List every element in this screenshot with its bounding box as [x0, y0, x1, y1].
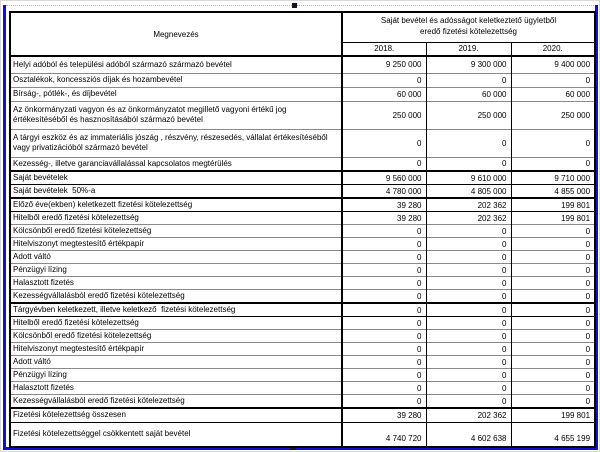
- row-value: 4 855 000: [511, 185, 595, 199]
- row-label: Hitelből eredő fizetési kötelezettség: [13, 213, 139, 222]
- row-value: 60 000: [426, 87, 511, 101]
- table-row: [10, 303, 595, 317]
- row-value: 0: [426, 238, 511, 251]
- row-value: 9 400 000: [511, 56, 595, 73]
- table-row: [10, 225, 595, 238]
- year-header-2018: 2018.: [342, 42, 426, 56]
- row-value: 0: [426, 264, 511, 277]
- row-label: Kölcsönből eredő fizetési kötelezettség: [13, 226, 152, 235]
- row-value: 0: [426, 369, 511, 382]
- table-row: [10, 408, 595, 422]
- row-value: 0: [342, 225, 426, 238]
- row-value: 4 740 720: [342, 422, 426, 447]
- row-value: 0: [342, 395, 426, 409]
- row-value: 0: [426, 157, 511, 171]
- row-value: 250 000: [342, 101, 426, 129]
- row-value: 0: [511, 157, 595, 171]
- row-value: 0: [511, 73, 595, 87]
- row-label: Bírság-, pótlék-, és díjbevétel: [13, 89, 117, 98]
- row-value: 0: [511, 238, 595, 251]
- header-row-group: [10, 12, 595, 42]
- row-value: 0: [426, 73, 511, 87]
- row-value: 0: [511, 225, 595, 238]
- row-label: Osztalékok, koncessziós díjak és hozambevétel: [13, 75, 183, 84]
- row-value: 0: [342, 382, 426, 395]
- col-header-group: Saját bevétel és adósságot keletkeztető ügyletből eredő fizetési kötelezettség: [342, 12, 595, 42]
- year-header-2020: 2020.: [511, 42, 595, 56]
- row-value: 250 000: [426, 101, 511, 129]
- row-value: 39 280: [342, 198, 426, 212]
- year-header-2019: 2019.: [426, 42, 511, 56]
- row-value: 199 801: [511, 408, 595, 422]
- row-value: 9 710 000: [511, 171, 595, 185]
- row-label: Halasztott fizetés: [13, 278, 74, 287]
- row-value: 199 801: [511, 212, 595, 225]
- row-value: 202 362: [426, 212, 511, 225]
- table-row: [10, 330, 595, 343]
- table-row: [10, 101, 595, 129]
- row-label: Saját bevételek: [13, 173, 68, 182]
- row-label: Pénzügyi lízing: [13, 265, 67, 274]
- row-value: 0: [342, 277, 426, 290]
- row-value: 0: [511, 343, 595, 356]
- row-label: Kezességvállalásból eredő fizetési kötelezettség: [13, 291, 185, 300]
- row-value: 0: [511, 264, 595, 277]
- row-value: 0: [511, 369, 595, 382]
- row-value: 0: [426, 303, 511, 317]
- row-value: 9 610 000: [426, 171, 511, 185]
- row-value: 0: [511, 356, 595, 369]
- row-value: 0: [342, 303, 426, 317]
- row-label: Fizetési kötelezettség összesen: [13, 410, 126, 420]
- row-label: Adott váltó: [13, 252, 51, 261]
- row-value: 9 300 000: [426, 56, 511, 73]
- row-value: 0: [426, 129, 511, 157]
- table-row: [10, 356, 595, 369]
- row-value: 0: [342, 73, 426, 87]
- row-value: 0: [511, 303, 595, 317]
- table-body: [10, 56, 595, 447]
- row-value: 202 362: [426, 408, 511, 422]
- row-label: Előző éve(ekben) keletkezett fizetési kötelezettség: [13, 200, 193, 209]
- row-label: Halasztott fizetés: [13, 383, 74, 392]
- row-value: 60 000: [511, 87, 595, 101]
- row-value: 0: [342, 369, 426, 382]
- table-row: [10, 277, 595, 290]
- row-label: Hitelviszonyt megtestesítő értékpapír: [13, 239, 145, 248]
- table-row: [10, 251, 595, 264]
- row-value: 4 780 000: [342, 185, 426, 199]
- col-header-megnevezes: Megnevezés: [10, 12, 342, 56]
- row-value: 39 280: [342, 408, 426, 422]
- row-value: 0: [511, 330, 595, 343]
- selection-handle-top[interactable]: [292, 3, 297, 8]
- row-label: Kezességvállalásból eredő fizetési kötelezettség: [13, 396, 185, 405]
- row-label: Adott váltó: [13, 357, 51, 366]
- row-value: 0: [342, 343, 426, 356]
- row-label: Helyi adóból és települési adóból származó származó bevétel: [13, 59, 232, 69]
- row-value: 0: [426, 356, 511, 369]
- table-row: [10, 343, 595, 356]
- row-value: 0: [511, 251, 595, 264]
- table-row: [10, 73, 595, 87]
- row-value: 0: [342, 330, 426, 343]
- row-value: 0: [426, 330, 511, 343]
- row-value: 0: [342, 129, 426, 157]
- row-label: Az önkormányzati vagyon és az önkormányzatot megillető vagyoni értékű jog értékesítéséből és hasznosításából származó bevétel: [13, 105, 289, 124]
- row-value: 0: [511, 317, 595, 330]
- table-row: [10, 382, 595, 395]
- row-label: Tárgyévben keletkezett, illetve keletkező fizetési kötelezettség: [13, 305, 236, 314]
- row-label: Fizetési kötelezettséggel csökkentett saját bevétel: [13, 429, 191, 439]
- row-value: 9 250 000: [342, 56, 426, 73]
- row-value: 0: [342, 356, 426, 369]
- table-row: [10, 290, 595, 304]
- table-row: [10, 264, 595, 277]
- row-value: 0: [426, 290, 511, 304]
- row-label: Pénzügyi lízing: [13, 370, 67, 379]
- row-value: 0: [426, 395, 511, 409]
- row-label: A tárgyi eszköz és az immateriális jószág , részvény, részesedés, vállalat értékesítéséből vagy privatizációból származó bevétel: [13, 133, 330, 152]
- row-value: 4 655 199: [511, 422, 595, 447]
- row-value: 39 280: [342, 212, 426, 225]
- row-value: 4 602 638: [426, 422, 511, 447]
- table-row: [10, 317, 595, 330]
- row-value: 0: [426, 225, 511, 238]
- row-label: Kezesség-, illetve garanciavállalással kapcsolatos megtérülés: [13, 158, 232, 168]
- row-value: 9 560 000: [342, 171, 426, 185]
- table-row: [10, 212, 595, 225]
- row-value: 250 000: [511, 101, 595, 129]
- row-value: 0: [426, 277, 511, 290]
- row-value: 4 805 000: [426, 185, 511, 199]
- row-value: 0: [511, 395, 595, 409]
- row-value: 0: [511, 129, 595, 157]
- row-value: 0: [342, 290, 426, 304]
- table-row: [10, 198, 595, 212]
- table-row: [10, 185, 595, 199]
- table-row: [10, 56, 595, 73]
- table-row: [10, 157, 595, 171]
- row-value: 0: [426, 251, 511, 264]
- row-label: Kölcsönből eredő fizetési kötelezettség: [13, 331, 152, 340]
- row-value: 0: [342, 317, 426, 330]
- row-value: 0: [511, 382, 595, 395]
- table-row: [10, 422, 595, 447]
- row-value: 0: [342, 238, 426, 251]
- table-row: [10, 171, 595, 185]
- table-row: [10, 87, 595, 101]
- row-value: 0: [426, 317, 511, 330]
- row-value: 60 000: [342, 87, 426, 101]
- row-value: 199 801: [511, 198, 595, 212]
- row-value: 0: [426, 382, 511, 395]
- row-label: Hitelviszonyt megtestesítő értékpapír: [13, 344, 145, 353]
- row-value: 202 362: [426, 198, 511, 212]
- table-row: [10, 238, 595, 251]
- budget-table: [9, 11, 596, 448]
- table-row: [10, 369, 595, 382]
- row-label: Saját bevételek 50%-a: [13, 186, 96, 195]
- row-value: 0: [511, 290, 595, 304]
- row-value: 0: [342, 157, 426, 171]
- row-value: 0: [342, 264, 426, 277]
- row-value: 0: [511, 277, 595, 290]
- table-row: [10, 129, 595, 157]
- row-label: Hitelből eredő fizetési kötelezettség: [13, 318, 139, 327]
- row-value: 0: [426, 343, 511, 356]
- table-row: [10, 395, 595, 409]
- row-value: 0: [342, 251, 426, 264]
